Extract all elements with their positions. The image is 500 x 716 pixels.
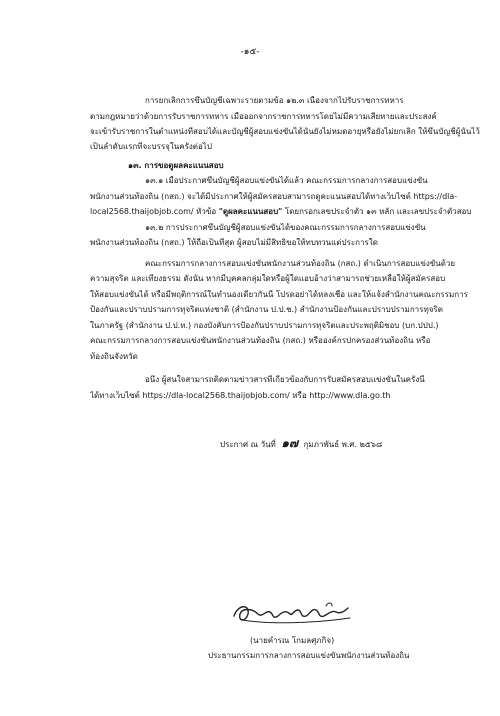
- handwritten-signature: [228, 598, 358, 630]
- section13-1-line3-c: โดยกรอกเลขประจำตัว ๑๓ หลัก และเลขประจำตัวสอบ: [282, 207, 472, 216]
- section13-1-line1: ๑๓.๑ เมื่อประกาศขึ้นบัญชีผู้สอบแข่งขันได้แล้ว คณะกรรมการกลางการสอบแข่งขัน: [145, 176, 428, 185]
- para3-line2: ความสุจริต และเที่ยงธรรม ดังนั้น หากมีบุคคลกลุ่มใดหรือผู้ใดแอบอ้างว่าสามารถช่วยเหลือให้ผู้สมัครสอบ: [90, 274, 446, 283]
- page-number: -๑๕-: [240, 47, 260, 57]
- section13-2-line1: ๑๓.๒ การประกาศขึ้นบัญชีผู้สอบแข่งขันได้ของคณะกรรมการกลางการสอบแข่งขัน: [145, 223, 426, 232]
- announce-month-year: กุมภาพันธ์ พ.ศ. ๒๕๖๘: [303, 440, 383, 449]
- announce-day: ๑๗: [281, 436, 299, 450]
- para3-line7: ท้องถิ่นจังหวัด: [90, 352, 138, 361]
- para4-line2: ได้ทางเว็บไซต์ https://dla-local2568.thaijobjob.com/ หรือ http://www.dla.go.th: [90, 391, 391, 400]
- para3-line6: คณะกรรมการกลางการสอบแข่งขันพนักงานส่วนท้องถิ่น (กสถ.) หรือองค์กรปกครองส่วนท้องถิ่น หรือ: [90, 336, 431, 345]
- para1-line2: ตามกฎหมายว่าด้วยการรับราชการทหาร เมื่อออกจากราชการทหารโดยไม่มีความเสียหายและประสงค์: [90, 112, 437, 121]
- para3-line1: คณะกรรมการกลางการสอบแข่งขันพนักงานส่วนท้องถิ่น (กสถ.) ดำเนินการสอบแข่งขันด้วย: [145, 259, 456, 268]
- para3-line4: ป้องกันและปราบปรามการทุจริตแห่งชาติ (สำนักงาน ป.ป.ช.) สำนักงานป้องกันและปราบปรามการทุจริต: [90, 305, 443, 314]
- announcement-date: [220, 436, 382, 452]
- para3-line5: ในภาครัฐ (สำนักงาน ป.ป.ท.) กองบังคับการป้องกันปราบปรามการทุจริตและประพฤติมิชอบ (บก.ปปป.): [90, 321, 439, 330]
- para1-line1: การยกเลิกการขึ้นบัญชีเฉพาะรายตามข้อ ๑๒.๓ เนื่องจากไปรับราชการทหาร: [145, 96, 404, 105]
- announce-prefix: ประกาศ ณ วันที่: [220, 440, 276, 449]
- para4-line1: อนึ่ง ผู้สนใจสามารถติดตามข่าวสารที่เกี่ยวข้องกับการรับสมัครสอบแข่งขันในครั้งนี้: [145, 375, 425, 384]
- section13-1-line3: [90, 207, 471, 217]
- signer-name: (นายคำรณ โกมลศุภกิจ): [250, 636, 335, 645]
- section13-1-line3-b: "ดูผลคะแนนสอบ": [218, 207, 283, 216]
- para1-line3: จะเข้ารับราชการในตำแหน่งที่สอบได้และบัญชีผู้สอบแข่งขันได้นั้นยังไม่หมดอายุหรือยังไม่ยกเลิก ให้ขึ้นบัญชีผู้นั้นไว้: [90, 127, 480, 136]
- para1-line4: เป็นลำดับแรกที่จะบรรจุในครั้งต่อไป: [90, 142, 212, 151]
- section13-heading: ๑๓. การขอดูผลคะแนนสอบ: [128, 161, 224, 170]
- section13-1-line2: พนักงานส่วนท้องถิ่น (กสถ.) จะได้มีประกาศให้ผู้สมัครสอบสามารถดูคะแนนสอบได้ทางเว็บไซต์ https://dla-: [90, 192, 458, 201]
- signer-title: ประธานกรรมการกลางการสอบแข่งขันพนักงานส่วนท้องถิ่น: [208, 651, 410, 660]
- section13-1-line3-a: local2568.thaijobjob.com/ หัวข้อ: [90, 207, 219, 216]
- para3-line3: ให้สอบแข่งขันได้ หรือมีพฤติการณ์ในทำนองเดียวกันนี้ โปรดอย่าได้หลงเชื่อ และให้แจ้งสำนักงานคณะกรรมการ: [90, 290, 468, 299]
- section13-2-line2: พนักงานส่วนท้องถิ่น (กสถ.) ให้ถือเป็นที่สุด ผู้สอบไม่มีสิทธิขอให้ทบทวนแต่ประการใด: [90, 238, 378, 247]
